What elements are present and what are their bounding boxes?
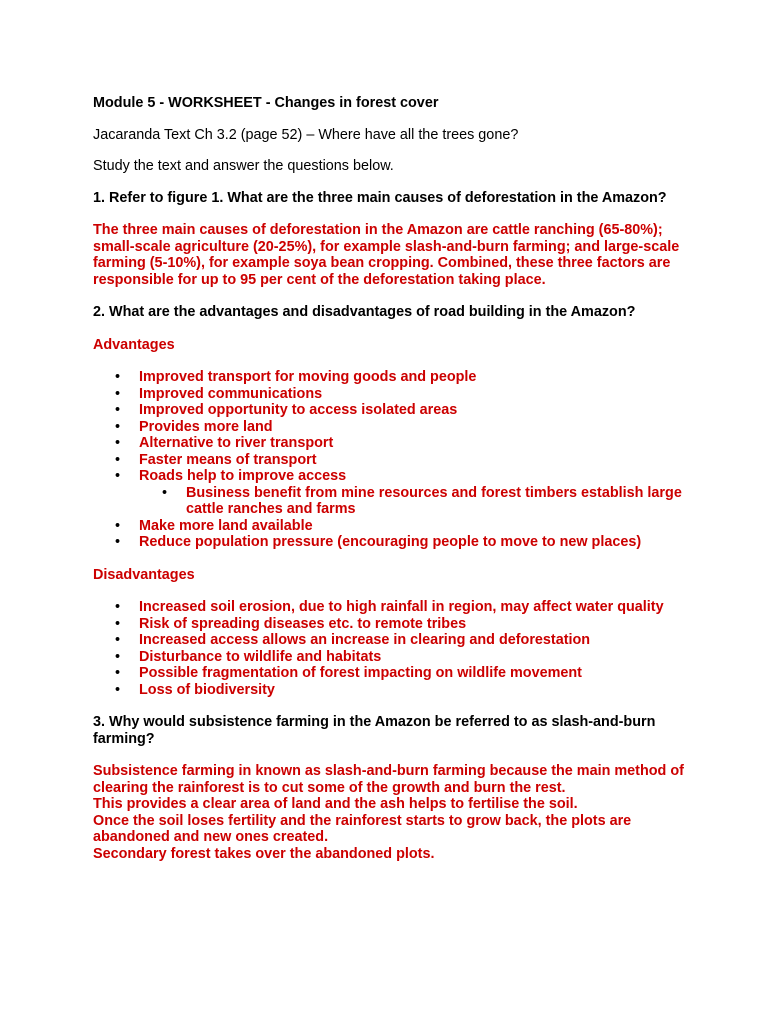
list-item-text: Disturbance to wildlife and habitats [139, 648, 382, 665]
list-item [93, 435, 693, 452]
bullet-icon: • [115, 534, 121, 550]
answer-3-line: This provides a clear area of land and the ash helps to fertilise the soil. [93, 796, 578, 812]
list-item-text: Provides more land [139, 418, 273, 435]
answer-3 [93, 763, 693, 862]
answer-3-line: Secondary forest takes over the abandoned plots. [93, 845, 435, 862]
list-item-text: Faster means of transport [139, 451, 317, 468]
list-item-text: Improved opportunity to access isolated areas [139, 402, 458, 418]
bullet-icon: • [115, 517, 121, 534]
list-item [93, 419, 693, 436]
list-item-text: Improved transport for moving goods and people [139, 369, 477, 385]
list-item-text: Increased soil erosion, due to high rainfall in region, may affect water quality [139, 599, 664, 615]
bullet-icon: • [115, 665, 121, 681]
bullet-icon: • [115, 369, 121, 385]
list-item-text: Make more land available [139, 517, 313, 534]
list-item-text: Alternative to river transport [139, 435, 334, 451]
question-1: 1. Refer to figure 1. What are the three main causes of deforestation in the Amazon? [93, 189, 667, 206]
list-item [93, 402, 693, 419]
list-item [93, 649, 693, 666]
list-item [93, 468, 693, 485]
list-item [93, 682, 693, 699]
worksheet-page [93, 95, 693, 878]
bullet-icon: • [115, 648, 121, 665]
bullet-icon: • [115, 451, 121, 468]
bullet-icon: • [115, 599, 121, 615]
list-item [93, 386, 693, 403]
answer-3-line: Once the soil loses fertility and the rainforest starts to grow back, the plots are abandoned and new ones created. [93, 812, 632, 845]
list-item-text: Roads help to improve access [139, 468, 347, 484]
bullet-icon: • [115, 632, 121, 648]
bullet-icon: • [115, 385, 121, 402]
bullet-icon: • [162, 484, 168, 501]
question-2: 2. What are the advantages and disadvantages of road building in the Amazon? [93, 304, 636, 320]
bullet-icon: • [115, 435, 121, 451]
list-item-text: Increased access allows an increase in clearing and deforestation [139, 632, 591, 648]
list-item [93, 534, 693, 551]
bullet-icon: • [115, 468, 121, 484]
list-item-text: Improved communications [139, 385, 323, 402]
textbook-reference: Jacaranda Text Ch 3.2 (page 52) – Where have all the trees gone? [93, 126, 519, 143]
list-item [93, 452, 693, 469]
advantages-heading: Advantages [93, 336, 175, 353]
list-item [93, 599, 693, 616]
list-item [93, 369, 693, 386]
list-item [93, 665, 693, 682]
list-item-text: Possible fragmentation of forest impacting on wildlife movement [139, 665, 582, 681]
bullet-icon: • [115, 418, 121, 435]
disadvantages-heading: Disadvantages [93, 566, 195, 583]
list-item [93, 518, 693, 535]
list-item-text: Risk of spreading diseases etc. to remote tribes [139, 615, 467, 632]
worksheet-title: Module 5 - WORKSHEET - Changes in forest cover [93, 95, 439, 111]
list-item-text: Reduce population pressure (encouraging people to move to new places) [139, 534, 642, 550]
disadvantages-list [93, 599, 693, 698]
list-item [93, 632, 693, 649]
bullet-icon: • [115, 402, 121, 418]
sub-list-item [93, 485, 693, 518]
answer-1: The three main causes of deforestation in the Amazon are cattle ranching (65-80%); small-scale agriculture (20-25%), for example slash-and-burn farming; and large-scale farming (5-10%), for example soya bean cropping. Combined, these three factors are responsible for up to 95 per cent of the deforestation taking place. [93, 222, 680, 288]
list-item-text: Business benefit from mine resources and forest timbers establish large cattle ranches and farms [186, 484, 682, 517]
advantages-list [93, 369, 693, 551]
bullet-icon: • [115, 615, 121, 632]
instruction-text: Study the text and answer the questions below. [93, 158, 394, 174]
question-3: 3. Why would subsistence farming in the Amazon be referred to as slash-and-burn farming? [93, 714, 656, 747]
list-item-text: Loss of biodiversity [139, 681, 275, 698]
answer-3-line: Subsistence farming in known as slash-and-burn farming because the main method of clearing the rainforest is to cut some of the growth and burn the rest. [93, 763, 684, 796]
bullet-icon: • [115, 681, 121, 698]
list-item [93, 616, 693, 633]
